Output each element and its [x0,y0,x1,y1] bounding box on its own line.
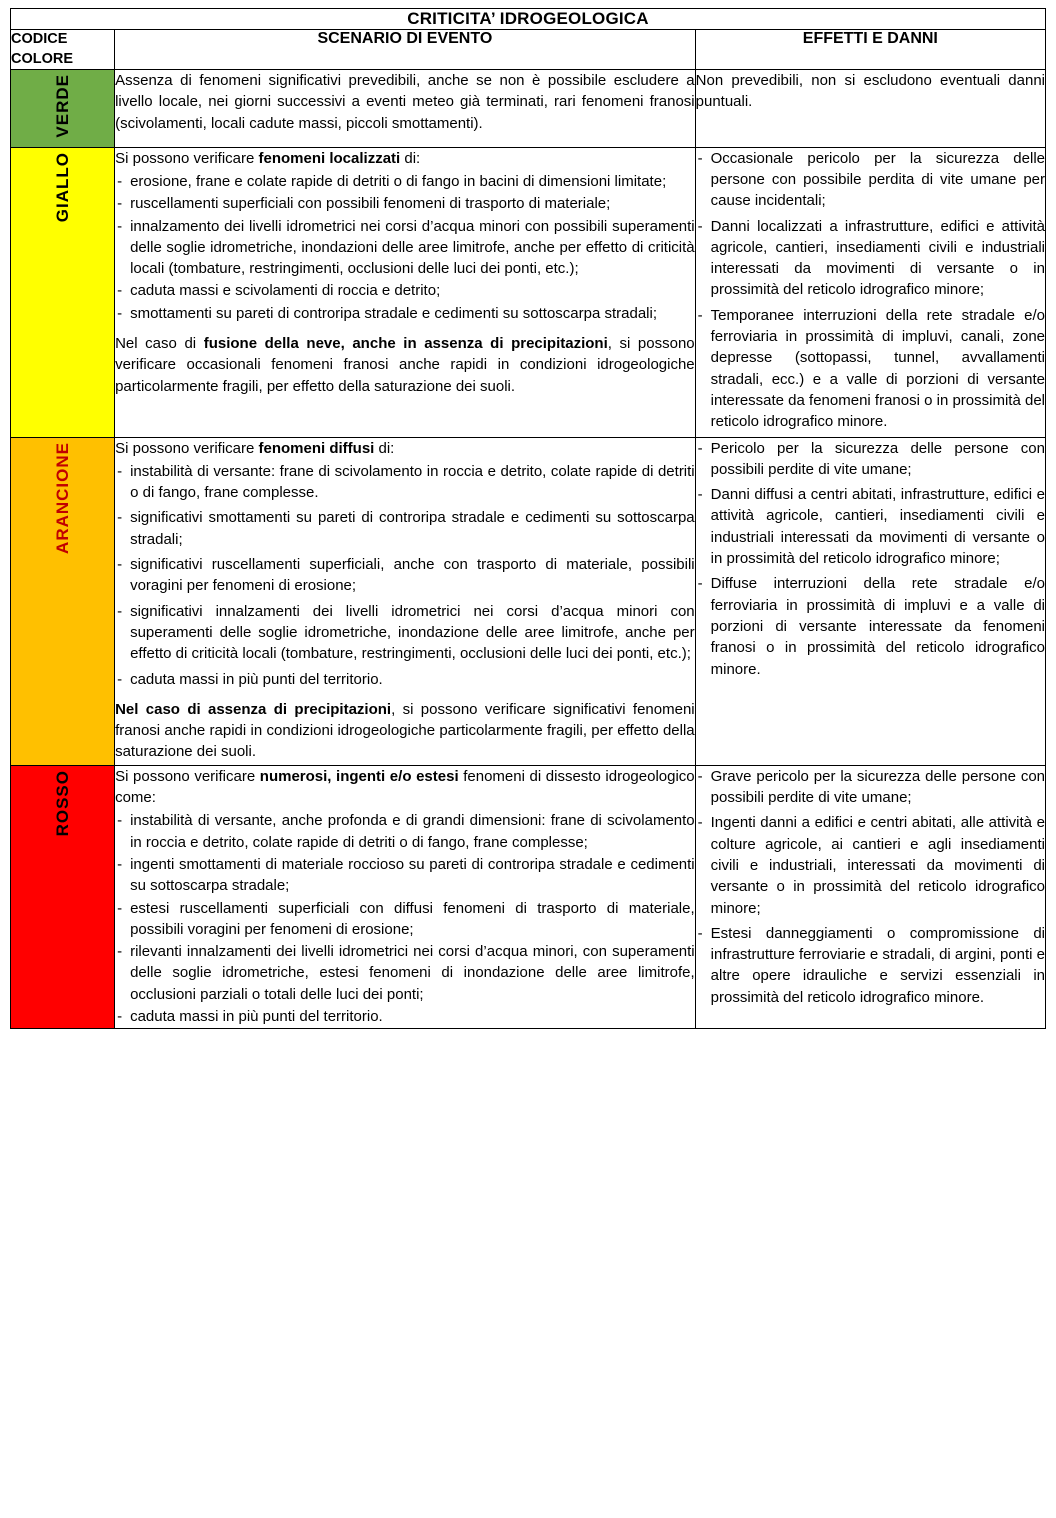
criticita-idrogeologica-table [10,8,1046,1029]
list-item: - Grave pericolo per la sicurezza delle persone con possibili perdite di vite umane; [696,766,1045,809]
scenario-cell-rosso [115,765,696,1029]
list-item: - Temporanee interruzioni della rete stradale e/o ferroviaria in prossimità di impluvi, canali, zone depresse (sottopassi, tunnel, avvallamenti stradali, ecc.) e a valle di porzioni di versante interessate da fenomeni franosi o in prossimità del reticolo idrografico minore. [696,305,1045,433]
list-item: - Occasionale pericolo per la sicurezza delle persone con possibile perdita di vite umane per cause incidentali; [696,148,1045,212]
scenario-list [115,461,695,690]
scenario-note-bold: fusione della neve, anche in assenza di precipitazioni [203,335,608,353]
effects-cell-rosso [695,765,1045,1029]
level-color-verde [11,70,115,148]
list-item: - ingenti smottamenti di materiale roccioso su pareti di controripa stradale e cedimenti su sottoscarpa stradale; [115,854,695,897]
header-scenario: SCENARIO DI EVENTO [115,30,696,70]
effects-list [696,766,1045,1008]
scenario-note-bold: Nel caso di assenza di precipitazioni [115,700,392,718]
level-label: GIALLO [52,151,72,222]
effects-cell-verde [695,70,1045,148]
effects-cell-arancione [695,437,1045,765]
list-item: - Diffuse interruzioni della rete stradale e/o ferroviaria in prossimità di impluvi e a valle di porzioni di versante interessate da fenomeni franosi o in prossimità del reticolo idrografico minore. [696,573,1045,679]
scenario-intro-post: di: [400,149,421,167]
scenario-intro [115,438,695,459]
scenario-note [115,699,695,763]
list-item: - Danni localizzati a infrastrutture, edifici e attività agricole, cantieri, insediamenti civili e industriali interessati da movimenti di versante o in prossimità del reticolo idrografico minore; [696,216,1045,301]
list-item: - instabilità di versante: frane di scivolamento in roccia e detrito, colate rapide di detriti o di fango, frane complesse. [115,461,695,504]
list-item: - significativi innalzamenti dei livelli idrometrici nei corsi d’acqua minori con superamenti delle soglie idrometriche, inondazione delle aree limitrofe, anche per effetto di criticità locali (tombature, restringimenti, occlusioni delle luci dei ponti, etc.); [115,601,695,665]
list-item: - innalzamento dei livelli idrometrici nei corsi d’acqua minori con possibili superamenti delle soglie idrometriche, inondazioni delle aree limitrofe, anche per effetto di criticità locali (tombature, restringimenti, occlusioni delle luci dei ponti, etc.); [115,216,695,280]
header-code-color: CODICE COLORE [11,30,115,70]
list-item: - instabilità di versante, anche profonda e di grandi dimensioni: frane di scivolamento in roccia e detrito, colate rapide di detriti o di fango, frane complesse; [115,810,695,853]
scenario-note-post: , si possono verificare occasionali fenomeni franosi anche rapidi in condizioni idrogeologiche particolarmente fragili, per effetto della saturazione dei suoli. [115,335,695,395]
table-row [11,765,1046,1029]
level-label: ARANCIONE [52,441,72,554]
scenario-intro [115,148,695,169]
scenario-intro-pre: Si possono verificare [115,149,259,167]
list-item: - significativi ruscellamenti superficiali, anche con trasporto di materiale, possibili voragini per fenomeni di erosione; [115,554,695,597]
list-item: - ruscellamenti superficiali con possibili fenomeni di trasporto di materiale; [115,193,695,214]
scenario-cell-giallo [115,147,696,437]
effects-cell-giallo [695,147,1045,437]
scenario-cell-verde [115,70,696,148]
list-item: - caduta massi e scivolamenti di roccia e detrito; [115,280,695,301]
scenario-note-pre: Nel caso di [115,335,204,353]
list-item: - caduta massi in più punti del territorio. [115,669,695,690]
scenario-intro-bold: fenomeni localizzati [258,149,401,167]
scenario-list [115,810,695,1027]
table-title-row [11,9,1046,30]
list-item: - Danni diffusi a centri abitati, infrastrutture, edifici e attività agricole, cantieri, insediamenti civili e industriali interessati da movimenti di versante o in prossimità del reticolo idrografico minore; [696,484,1045,569]
scenario-list [115,171,695,324]
level-color-rosso [11,765,115,1029]
effects-list [696,438,1045,680]
scenario-intro-bold: numerosi, ingenti e/o estesi [259,767,459,785]
list-item: - rilevanti innalzamenti dei livelli idrometrici nei corsi d’acqua minori, con superamenti delle soglie idrometriche, estesi fenomeni di inondazione delle aree limitrofe, occlusioni parziali o totali delle luci dei ponti; [115,941,695,1005]
table-header-row [11,30,1046,70]
list-item: - smottamenti su pareti di controripa stradale e cedimenti su sottoscarpa stradali; [115,303,695,324]
table-title: CRITICITA’ IDROGEOLOGICA [11,9,1046,30]
scenario-intro-pre: Si possono verificare [115,767,260,785]
list-item: - Ingenti danni a edifici e centri abitati, alle attività e colture agricole, ai cantieri e agli insediamenti civili e industriali, interessati da movimenti di versante o in prossimità del reticolo idrografico minore; [696,812,1045,918]
table-row [11,70,1046,148]
scenario-intro-post: di: [374,439,395,457]
header-effects: EFFETTI E DANNI [695,30,1045,70]
effects-intro: Non prevedibili, non si escludono eventuali danni puntuali. [695,72,1045,111]
list-item: - Pericolo per la sicurezza delle persone con possibili perdite di vite umane; [696,438,1045,481]
table-row [11,437,1046,765]
scenario-intro-post: fenomeni di dissesto idrogeologico come: [115,767,695,807]
scenario-note-post: , si possono verificare significativi fenomeni franosi anche rapidi in condizioni idrogeologiche particolarmente fragili, per effetto della saturazione dei suoli. [115,700,695,761]
list-item: - Estesi danneggiamenti o compromissione di infrastrutture ferroviarie e stradali, di argini, ponti e altre opere idrauliche e servizi essenziali in prossimità del reticolo idrografico minore. [696,923,1045,1008]
level-color-arancione [11,437,115,765]
list-item: - caduta massi in più punti del territorio. [115,1006,695,1027]
list-item: - estesi ruscellamenti superficiali con diffusi fenomeni di trasporto di materiale, possibili voragini per fenomeni di erosione; [115,898,695,941]
level-label: ROSSO [52,769,72,837]
level-label: VERDE [52,74,72,138]
effects-list [696,148,1045,433]
scenario-intro-pre: Si possono verificare [115,439,259,457]
list-item: - significativi smottamenti su pareti di controripa stradale e cedimenti su sottoscarpa stradali; [115,507,695,550]
level-color-giallo [11,147,115,437]
scenario-intro [115,766,695,809]
scenario-intro: Assenza di fenomeni significativi prevedibili, anche se non è possibile escludere a livello locale, nei giorni successivi a eventi meteo già terminati, rari fenomeni franosi (scivolamenti, locali cadute massi, piccoli smottamenti). [115,72,695,132]
list-item: - erosione, frane e colate rapide di detriti o di fango in bacini di dimensioni limitate; [115,171,695,192]
scenario-intro-bold: fenomeni diffusi [258,439,375,457]
scenario-cell-arancione [115,437,696,765]
scenario-note [115,333,695,397]
table-row [11,147,1046,437]
